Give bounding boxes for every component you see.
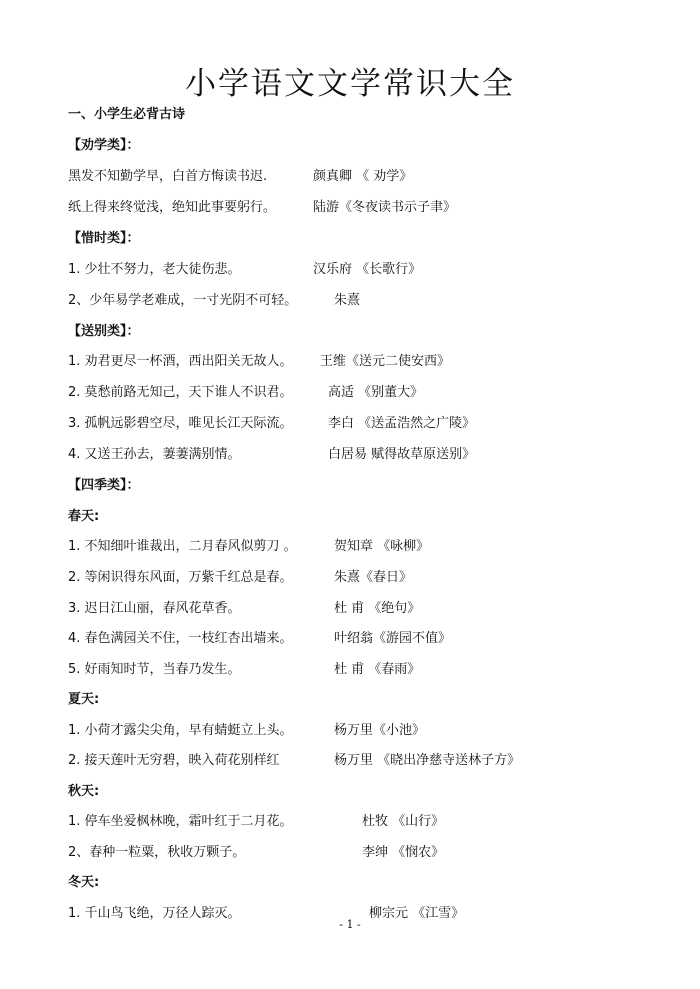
poem-line <box>68 566 413 585</box>
season-summer: 夏天: <box>68 692 100 707</box>
season-spring: 春天: <box>68 509 100 524</box>
season-autumn: 秋天: <box>68 784 100 799</box>
poem-verse: 2、少年易学老难成，一寸光阴不可轻。 <box>68 293 298 308</box>
poem-line <box>68 196 457 215</box>
poem-verse: 1. 小荷才露尖尖角，早有蜻蜓立上头。 <box>68 723 293 738</box>
poem-verse: 1. 少壮不努力，老大徒伤悲。 <box>68 262 241 277</box>
poem-line <box>68 350 451 369</box>
poem-line <box>68 165 413 184</box>
poem-verse: 5. 好雨知时节，当春乃发生。 <box>68 662 241 677</box>
poem-line <box>68 627 452 646</box>
category-siji: 【四季类】： <box>68 478 140 493</box>
poem-line <box>68 841 445 860</box>
poem-source: 高适 《别董大》 <box>328 385 424 400</box>
poem-source: 柳宗元 《江雪》 <box>369 906 465 921</box>
poem-verse: 2. 接天莲叶无穷碧，映入荷花别样红 <box>68 753 280 768</box>
poem-source: 陆游《冬夜读书示子聿》 <box>313 200 457 215</box>
poem-source: 王维《送元二使安西》 <box>320 354 451 369</box>
poem-line <box>68 443 476 462</box>
section-heading: 一、小学生必背古诗 <box>68 107 186 122</box>
category-songbie: 【送别类】： <box>68 324 140 339</box>
poem-verse: 1. 停车坐爱枫林晚，霜叶红于二月花。 <box>68 814 293 829</box>
poem-line <box>68 258 422 277</box>
category-xishi: 【惜时类】： <box>68 231 140 246</box>
poem-source: 杜牧 《山行》 <box>362 814 445 829</box>
poem-verse: 3. 迟日江山丽，春风花草香。 <box>68 601 241 616</box>
poem-line <box>68 597 421 616</box>
poem-line <box>68 719 426 738</box>
poem-verse: 1. 千山鸟飞绝，万径人踪灭。 <box>68 906 241 921</box>
poem-verse: 4. 春色满园关不住，一枝红杏出墙来。 <box>68 631 293 646</box>
poem-line <box>68 749 521 768</box>
poem-source: 叶绍翁《游园不值》 <box>334 631 452 646</box>
poem-source: 朱熹《春日》 <box>334 570 413 585</box>
poem-verse: 3. 孤帆远影碧空尽，唯见长江天际流。 <box>68 416 293 431</box>
poem-source: 李绅 《悯农》 <box>362 845 445 860</box>
poem-source: 杨万里《小池》 <box>334 723 426 738</box>
poem-verse: 2、春种一粒粟，秋收万颗子。 <box>68 845 246 860</box>
poem-verse: 2. 等闲识得东风面，万紫千红总是春。 <box>68 570 293 585</box>
poem-verse: 黑发不知勤学早，白首方悔读书迟. <box>68 169 268 184</box>
poem-verse: 2. 莫愁前路无知己，天下谁人不识君。 <box>68 385 293 400</box>
poem-source: 杜 甫 《春雨》 <box>334 662 421 677</box>
poem-source: 颜真卿 《 劝学》 <box>313 169 413 184</box>
poem-line <box>68 658 421 677</box>
poem-line <box>68 289 361 308</box>
poem-line <box>68 412 476 431</box>
poem-line <box>68 381 424 400</box>
page-title: 小学语文文学常识大全 <box>185 66 515 102</box>
category-quanxue: 【劝学类】： <box>68 138 140 153</box>
page-number: - 1 - <box>339 918 361 931</box>
poem-verse: 1. 不知细叶谁裁出，二月春风似剪刀 。 <box>68 539 297 554</box>
poem-source: 李白 《送孟浩然之广陵》 <box>328 416 476 431</box>
poem-source: 贺知章 《咏柳》 <box>334 539 430 554</box>
poem-verse: 纸上得来终觉浅，绝知此事要躬行。 <box>68 200 277 215</box>
season-winter: 冬天: <box>68 875 100 890</box>
poem-source: 汉乐府 《长歌行》 <box>313 262 422 277</box>
poem-verse: 1. 劝君更尽一杯酒，西出阳关无故人。 <box>68 354 293 369</box>
poem-source: 杨万里 《晓出净慈寺送林子方》 <box>334 753 521 768</box>
poem-line <box>68 535 430 554</box>
poem-line <box>68 810 445 829</box>
poem-verse: 4. 又送王孙去，萋萋满别情。 <box>68 447 241 462</box>
poem-source: 杜 甫 《绝句》 <box>334 601 421 616</box>
poem-source: 白居易 赋得故草原送别》 <box>328 447 476 462</box>
poem-source: 朱熹 <box>334 293 361 308</box>
